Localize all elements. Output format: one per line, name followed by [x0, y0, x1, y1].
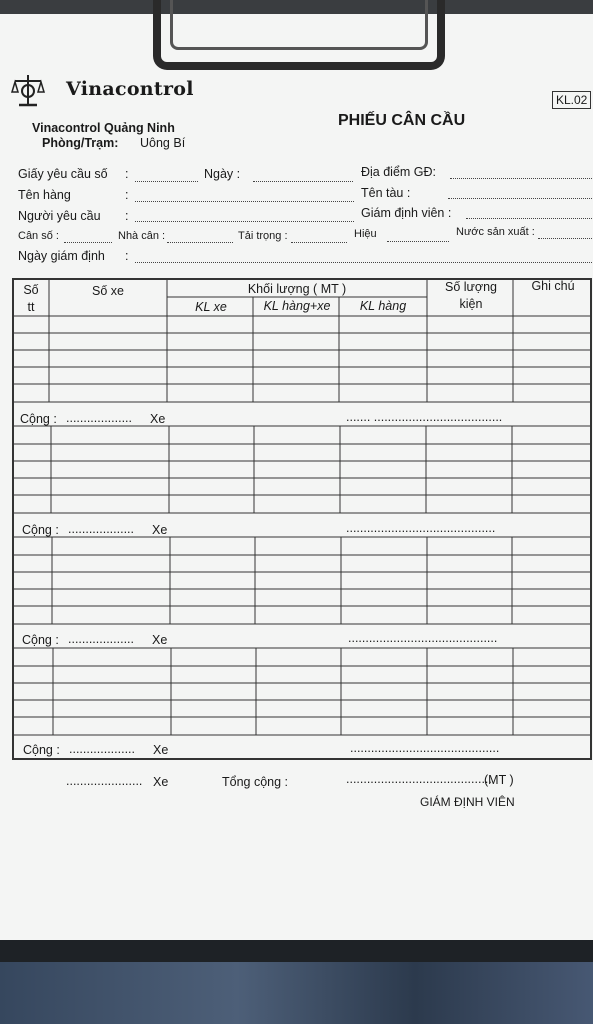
inspector-signature-label: GIÁM ĐỊNH VIÊN — [420, 795, 515, 809]
scale-no-label: Cân số : — [18, 230, 59, 242]
subtotal-dots: ................... — [68, 632, 134, 646]
brand-label: Hiệu — [354, 228, 377, 240]
subtotal-dots: ................... — [66, 411, 132, 425]
subtotal-label: Cộng : — [22, 633, 59, 647]
col-header-kl-hang: KL hàng — [359, 299, 407, 313]
request-no-field[interactable] — [135, 181, 198, 182]
branch-name: Vinacontrol Quảng Ninh — [32, 121, 175, 135]
subtotal-right-dots: ........................................... — [346, 521, 496, 535]
total-vehicle-unit: Xe — [153, 775, 169, 789]
scale-maker-label: Nhà cân : — [118, 230, 166, 242]
subtotal-label: Cộng : — [23, 743, 60, 757]
load-capacity-field[interactable] — [291, 242, 347, 243]
brand-field[interactable] — [387, 241, 449, 242]
colon: : — [125, 249, 129, 263]
subtotal-right-dots: ....... ..................................... — [346, 410, 503, 424]
ship-name-field[interactable] — [448, 198, 592, 199]
total-vehicle-dots: ...................... — [66, 774, 143, 788]
scale-maker-field[interactable] — [167, 242, 233, 243]
col-header-kl-xe: KL xe — [195, 300, 227, 314]
date-label: Ngày : — [204, 167, 241, 181]
inspection-date-label: Ngày giám định — [18, 249, 105, 263]
goods-name-field[interactable] — [135, 201, 354, 202]
subtotal-unit: Xe — [150, 412, 166, 426]
inspector-field[interactable] — [466, 218, 592, 219]
subtotal-label: Cộng : — [22, 523, 59, 537]
subtotal-dots: ................... — [69, 742, 135, 756]
colon: : — [125, 167, 129, 181]
ship-name-label: Tên tàu : — [361, 186, 411, 200]
subtotal-right-dots: ........................................... — [348, 631, 498, 645]
subtotal-right-dots: ........................................... — [350, 741, 500, 755]
clipboard-clip-inner — [170, 0, 428, 50]
requester-field[interactable] — [135, 221, 354, 222]
col-header-no-2: tt — [27, 300, 35, 314]
col-header-vehicle: Số xe — [92, 284, 124, 298]
location-field[interactable] — [450, 178, 592, 179]
grand-total-unit: (MT ) — [484, 773, 514, 787]
requester-label: Người yêu cầu — [18, 209, 101, 223]
brand-name: Vinacontrol — [66, 78, 194, 100]
scale-no-field[interactable] — [64, 242, 112, 243]
grand-total-label: Tổng cộng : — [222, 775, 289, 789]
scale-logo-icon — [10, 72, 46, 108]
subtotal-label: Cộng : — [20, 412, 57, 426]
inspector-label: Giám định viên : — [361, 206, 452, 220]
goods-name-label: Tên hàng — [18, 188, 71, 202]
request-no-label: Giấy yêu cầu số — [18, 167, 108, 181]
subtotal-unit: Xe — [152, 633, 168, 647]
inspection-date-field[interactable] — [135, 262, 592, 263]
origin-field[interactable] — [538, 238, 592, 239]
origin-label: Nước sản xuất : — [456, 226, 535, 238]
table-grid-lines — [12, 278, 592, 760]
form-code-badge: KL.02 — [552, 91, 591, 109]
station-value: Uông Bí — [140, 136, 186, 150]
col-header-qty-2: kiện — [459, 297, 483, 311]
col-header-no: Số — [23, 283, 39, 297]
subtotal-unit: Xe — [153, 743, 169, 757]
colon: : — [125, 209, 129, 223]
col-header-weight: Khối lượng ( MT ) — [247, 282, 347, 296]
col-header-qty: Số lượng — [444, 280, 497, 294]
subtotal-unit: Xe — [152, 523, 168, 537]
station-label: Phòng/Trạm: — [42, 136, 119, 150]
subtotal-dots: ................... — [68, 522, 134, 536]
grand-total-dots: .......................................... — [346, 772, 492, 786]
load-capacity-label: Tải trọng : — [238, 230, 288, 242]
colon: : — [125, 188, 129, 202]
date-field[interactable] — [253, 181, 353, 182]
background-fabric — [0, 962, 593, 1024]
col-header-kl-hang-xe: KL hàng+xe — [263, 299, 331, 313]
location-label: Địa điểm GĐ: — [361, 165, 437, 179]
col-header-note: Ghi chú — [531, 279, 575, 293]
form-title: PHIẾU CÂN CẦU — [338, 112, 466, 129]
